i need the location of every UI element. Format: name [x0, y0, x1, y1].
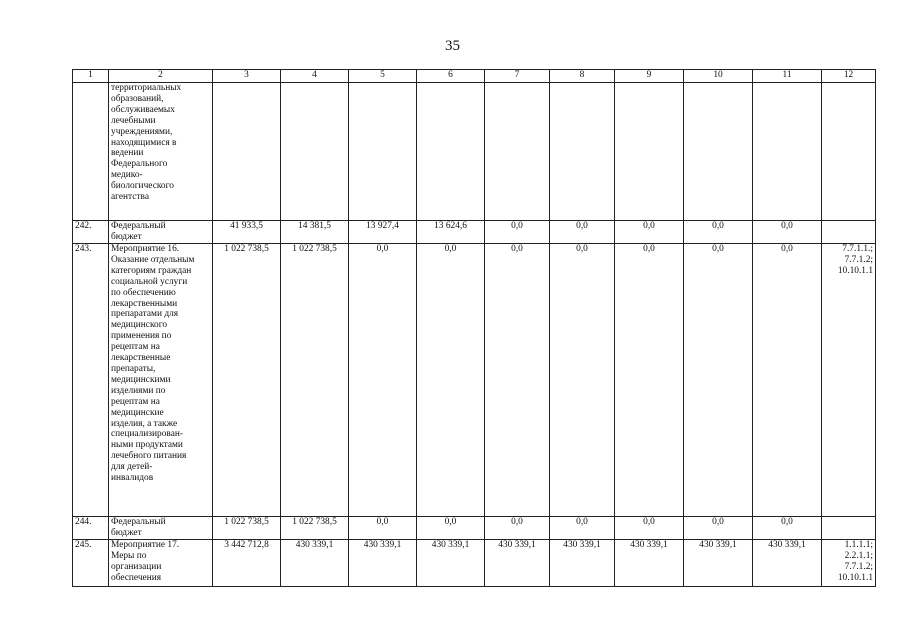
value-cell: 430 339,1	[485, 540, 550, 587]
value-cell	[485, 83, 550, 221]
value-cell: 0,0	[753, 221, 822, 244]
row-number-cell	[73, 83, 109, 221]
header-cell: 5	[349, 70, 417, 83]
header-cell: 7	[485, 70, 550, 83]
value-cell: 0,0	[485, 244, 550, 517]
row-number-cell: 242.	[73, 221, 109, 244]
value-cell: 0,0	[485, 517, 550, 540]
value-cell: 430 339,1	[349, 540, 417, 587]
value-cell: 0,0	[684, 517, 753, 540]
table-row	[73, 221, 876, 244]
codes-cell: 7.7.1.1.; 7.7.1.2; 10.10.1.1	[822, 244, 876, 517]
description-cell: Мероприятие 17. Меры по организации обеспечения	[109, 540, 213, 587]
value-cell: 1 022 738,5	[281, 517, 349, 540]
description-cell: территориальных образований, обслуживаемых лечебными учреждениями, находящимися в ведении Федерального медико- биологического агентства	[109, 83, 213, 221]
value-cell: 430 339,1	[684, 540, 753, 587]
value-cell: 430 339,1	[615, 540, 684, 587]
value-cell: 13 624,6	[417, 221, 485, 244]
value-cell	[615, 83, 684, 221]
page-number: 35	[445, 38, 460, 54]
value-cell: 0,0	[417, 244, 485, 517]
header-cell: 4	[281, 70, 349, 83]
value-cell: 0,0	[684, 244, 753, 517]
row-number-cell: 243.	[73, 244, 109, 517]
value-cell	[281, 83, 349, 221]
table-row	[73, 244, 876, 517]
value-cell: 0,0	[684, 221, 753, 244]
header-cell: 8	[550, 70, 615, 83]
value-cell: 14 381,5	[281, 221, 349, 244]
value-cell	[753, 83, 822, 221]
header-cell: 1	[73, 70, 109, 83]
value-cell: 0,0	[349, 517, 417, 540]
codes-cell	[822, 221, 876, 244]
value-cell	[213, 83, 281, 221]
table-row	[73, 540, 876, 587]
value-cell: 1 022 738,5	[213, 244, 281, 517]
codes-cell	[822, 83, 876, 221]
value-cell: 3 442 712,8	[213, 540, 281, 587]
value-cell	[417, 83, 485, 221]
value-cell: 1 022 738,5	[281, 244, 349, 517]
table-row	[73, 83, 876, 221]
row-number-cell: 244.	[73, 517, 109, 540]
header-row	[73, 70, 876, 83]
value-cell	[550, 83, 615, 221]
value-cell: 0,0	[550, 244, 615, 517]
value-cell: 0,0	[615, 221, 684, 244]
description-cell: Федеральный бюджет	[109, 221, 213, 244]
value-cell	[349, 83, 417, 221]
description-cell: Федеральный бюджет	[109, 517, 213, 540]
value-cell: 41 933,5	[213, 221, 281, 244]
row-number-cell: 245.	[73, 540, 109, 587]
header-cell: 10	[684, 70, 753, 83]
description-cell: Мероприятие 16. Оказание отдельным категориям граждан социальной услуги по обеспечению лекарственными препаратами для медицинского применения по рецептам на лекарственные препараты, медицинскими изделиями по рецептам на медицинские изделия, а также специализирован- ными продуктами лечебного питания для детей- инвалидов	[109, 244, 213, 517]
header-cell: 9	[615, 70, 684, 83]
value-cell: 0,0	[615, 517, 684, 540]
header-cell: 12	[822, 70, 876, 83]
value-cell: 0,0	[349, 244, 417, 517]
value-cell: 0,0	[753, 517, 822, 540]
value-cell: 13 927,4	[349, 221, 417, 244]
value-cell: 430 339,1	[550, 540, 615, 587]
value-cell: 430 339,1	[753, 540, 822, 587]
value-cell: 1 022 738,5	[213, 517, 281, 540]
value-cell: 430 339,1	[417, 540, 485, 587]
table-row	[73, 517, 876, 540]
value-cell	[684, 83, 753, 221]
header-cell: 6	[417, 70, 485, 83]
value-cell: 430 339,1	[281, 540, 349, 587]
value-cell: 0,0	[615, 244, 684, 517]
header-cell: 2	[109, 70, 213, 83]
header-cell: 11	[753, 70, 822, 83]
header-cell: 3	[213, 70, 281, 83]
value-cell: 0,0	[550, 221, 615, 244]
value-cell: 0,0	[485, 221, 550, 244]
value-cell: 0,0	[550, 517, 615, 540]
value-cell: 0,0	[417, 517, 485, 540]
budget-table	[72, 69, 876, 587]
value-cell: 0,0	[753, 244, 822, 517]
codes-cell: 1.1.1.1; 2.2.1.1; 7.7.1.2; 10.10.1.1	[822, 540, 876, 587]
codes-cell	[822, 517, 876, 540]
